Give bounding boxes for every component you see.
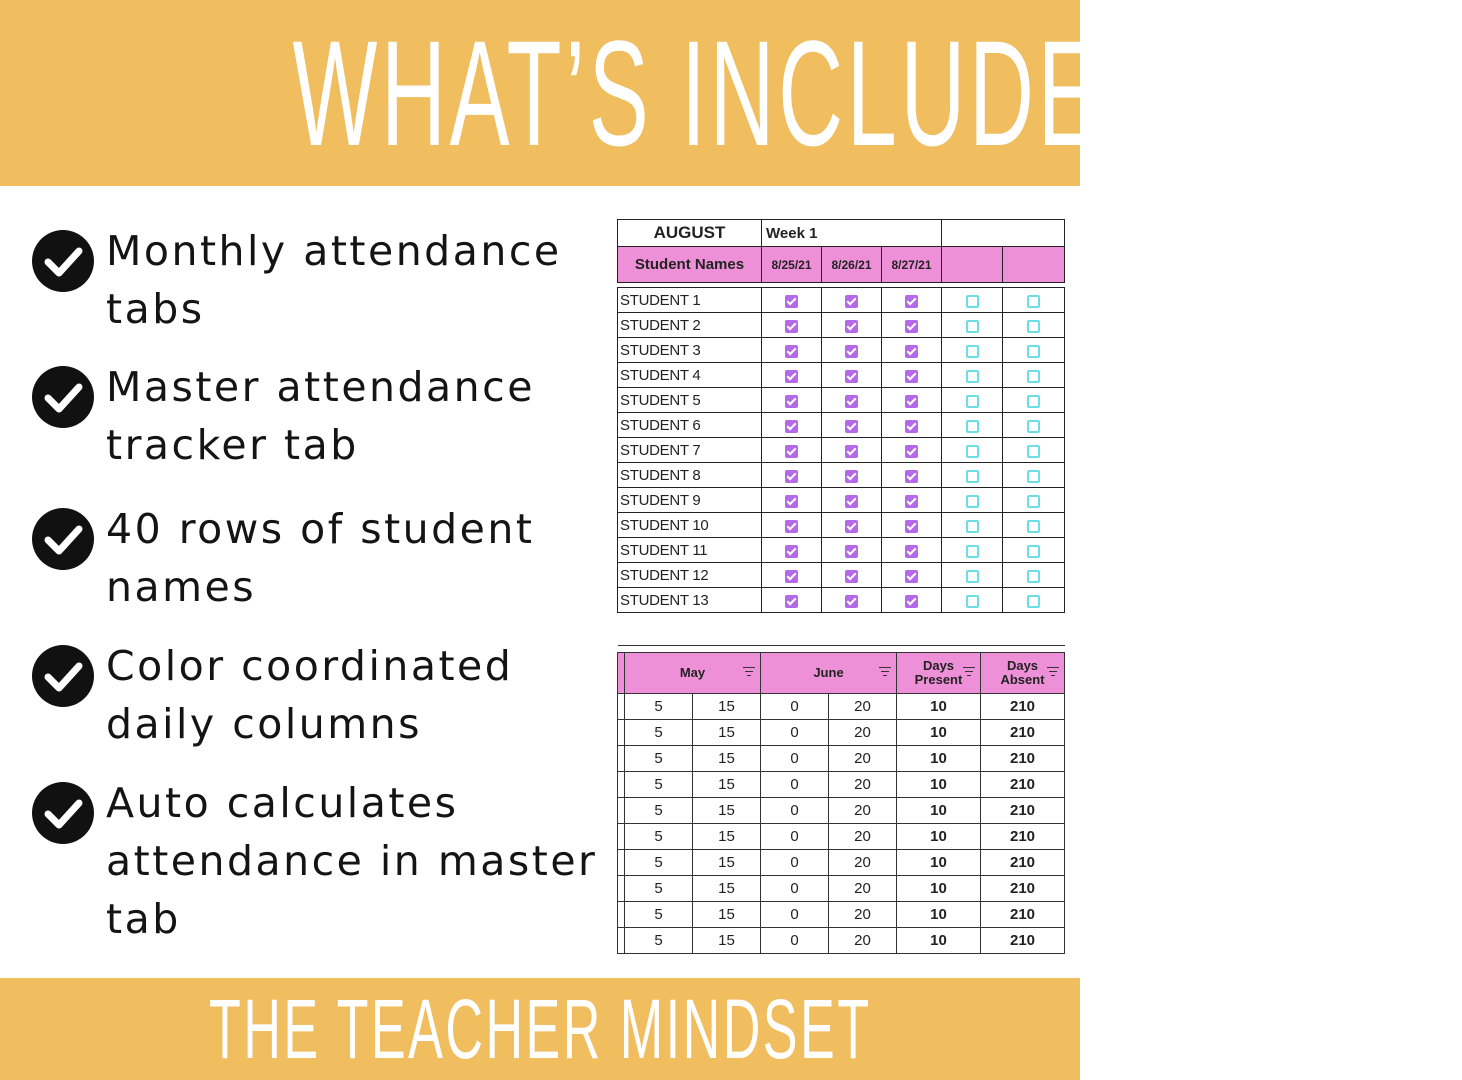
table-cell: 5 xyxy=(625,850,693,876)
attendance-cell xyxy=(942,388,1003,413)
filter-icon[interactable] xyxy=(1047,666,1059,676)
date-header: 8/27/21 xyxy=(882,247,942,283)
attendance-cell xyxy=(822,588,882,613)
attendance-cell xyxy=(942,538,1003,563)
unchecked-checkbox-icon[interactable] xyxy=(966,345,979,358)
unchecked-checkbox-icon[interactable] xyxy=(966,445,979,458)
attendance-cell xyxy=(1003,563,1065,588)
attendance-cell xyxy=(882,338,942,363)
table-cell: 15 xyxy=(693,902,761,928)
table-row xyxy=(618,902,1065,928)
row-edge-cell xyxy=(618,694,625,720)
checked-checkbox-icon[interactable] xyxy=(845,495,858,508)
table-cell: 5 xyxy=(625,746,693,772)
row-edge-cell xyxy=(618,876,625,902)
unchecked-checkbox-icon[interactable] xyxy=(966,520,979,533)
student-name: STUDENT 9 xyxy=(618,488,762,513)
attendance-cell xyxy=(1003,438,1065,463)
checked-checkbox-icon[interactable] xyxy=(785,495,798,508)
unchecked-checkbox-icon[interactable] xyxy=(1027,395,1040,408)
attendance-cell xyxy=(882,288,942,313)
attendance-cell xyxy=(822,513,882,538)
table-cell: 210 xyxy=(981,850,1065,876)
checked-checkbox-icon[interactable] xyxy=(845,395,858,408)
checked-checkbox-icon[interactable] xyxy=(905,445,918,458)
checked-checkbox-icon[interactable] xyxy=(905,520,918,533)
attendance-cell xyxy=(762,313,822,338)
table-cell: 0 xyxy=(761,694,829,720)
attendance-cell xyxy=(762,563,822,588)
attendance-cell xyxy=(942,363,1003,388)
attendance-cell xyxy=(822,438,882,463)
attendance-cell xyxy=(882,438,942,463)
table-row xyxy=(618,772,1065,798)
checked-checkbox-icon[interactable] xyxy=(845,545,858,558)
attendance-cell xyxy=(762,488,822,513)
checked-checkbox-icon[interactable] xyxy=(845,295,858,308)
table-cell: 210 xyxy=(981,720,1065,746)
checked-checkbox-icon[interactable] xyxy=(785,595,798,608)
unchecked-checkbox-icon[interactable] xyxy=(966,370,979,383)
student-name: STUDENT 4 xyxy=(618,363,762,388)
unchecked-checkbox-icon[interactable] xyxy=(966,545,979,558)
attendance-cell xyxy=(1003,363,1065,388)
column-header-label: June xyxy=(813,665,844,680)
table-row xyxy=(618,824,1065,850)
unchecked-checkbox-icon[interactable] xyxy=(1027,345,1040,358)
attendance-cell xyxy=(882,588,942,613)
table-cell: 10 xyxy=(897,746,981,772)
table-cell: 5 xyxy=(625,772,693,798)
table-cell: 210 xyxy=(981,824,1065,850)
check-circle-icon xyxy=(32,366,94,428)
brand-name: THE TEACHER MINDSET xyxy=(208,982,872,1076)
table-row xyxy=(618,746,1065,772)
month-label: AUGUST xyxy=(618,220,762,247)
attendance-cell xyxy=(942,338,1003,363)
table-row xyxy=(618,876,1065,902)
student-row xyxy=(618,388,1065,413)
row-edge-cell xyxy=(618,798,625,824)
checked-checkbox-icon[interactable] xyxy=(905,545,918,558)
checked-checkbox-icon[interactable] xyxy=(845,370,858,383)
unchecked-checkbox-icon[interactable] xyxy=(966,495,979,508)
attendance-cell xyxy=(762,513,822,538)
attendance-cell xyxy=(1003,388,1065,413)
student-row xyxy=(618,363,1065,388)
attendance-cell xyxy=(822,488,882,513)
column-header-label: Days Absent xyxy=(1000,658,1045,687)
row-edge-cell xyxy=(618,850,625,876)
table-cell: 20 xyxy=(829,746,897,772)
table-row xyxy=(618,694,1065,720)
filter-icon[interactable] xyxy=(743,666,755,676)
checked-checkbox-icon[interactable] xyxy=(905,470,918,483)
attendance-cell xyxy=(942,563,1003,588)
attendance-cell xyxy=(942,313,1003,338)
student-name: STUDENT 8 xyxy=(618,463,762,488)
feature-label: Master attendance tracker tab xyxy=(106,363,535,469)
student-row xyxy=(618,588,1065,613)
feature-label: Color coordinated daily columns xyxy=(106,642,514,748)
table-cell: 20 xyxy=(829,928,897,954)
student-row xyxy=(618,463,1065,488)
column-header-label: May xyxy=(679,665,706,680)
checked-checkbox-icon[interactable] xyxy=(845,420,858,433)
checked-checkbox-icon[interactable] xyxy=(845,595,858,608)
table-cell: 5 xyxy=(625,694,693,720)
attendance-cell xyxy=(882,488,942,513)
table-cell: 5 xyxy=(625,876,693,902)
check-circle-icon xyxy=(32,645,94,707)
unchecked-checkbox-icon[interactable] xyxy=(966,395,979,408)
attendance-cell xyxy=(762,413,822,438)
student-name: STUDENT 1 xyxy=(618,288,762,313)
table-cell: 15 xyxy=(693,798,761,824)
week-label: Week 1 xyxy=(762,220,942,247)
student-name: STUDENT 11 xyxy=(618,538,762,563)
sheet-top-line xyxy=(618,646,1065,653)
checked-checkbox-icon[interactable] xyxy=(785,445,798,458)
unchecked-checkbox-icon[interactable] xyxy=(1027,520,1040,533)
column-header xyxy=(761,653,897,694)
checked-checkbox-icon[interactable] xyxy=(905,595,918,608)
checked-checkbox-icon[interactable] xyxy=(785,345,798,358)
attendance-cell xyxy=(822,338,882,363)
filter-icon[interactable] xyxy=(963,666,975,676)
attendance-cell xyxy=(1003,338,1065,363)
table-cell: 210 xyxy=(981,876,1065,902)
table-cell: 210 xyxy=(981,694,1065,720)
row-edge-cell xyxy=(618,746,625,772)
feature-label: 40 rows of student names xyxy=(106,505,535,611)
table-cell: 0 xyxy=(761,824,829,850)
brand-banner xyxy=(0,978,1080,1080)
table-cell: 10 xyxy=(897,720,981,746)
student-row xyxy=(618,338,1065,363)
student-name: STUDENT 2 xyxy=(618,313,762,338)
table-cell: 5 xyxy=(625,798,693,824)
checked-checkbox-icon[interactable] xyxy=(785,320,798,333)
attendance-cell xyxy=(762,463,822,488)
student-names-header: Student Names xyxy=(618,247,762,283)
column-header xyxy=(981,653,1065,694)
table-cell: 0 xyxy=(761,876,829,902)
student-row xyxy=(618,313,1065,338)
attendance-cell xyxy=(942,413,1003,438)
table-cell: 20 xyxy=(829,798,897,824)
attendance-cell xyxy=(822,313,882,338)
table-cell: 15 xyxy=(693,850,761,876)
row-edge-cell xyxy=(618,772,625,798)
checked-checkbox-icon[interactable] xyxy=(785,420,798,433)
attendance-cell xyxy=(882,363,942,388)
table-cell: 10 xyxy=(897,876,981,902)
unchecked-checkbox-icon[interactable] xyxy=(966,470,979,483)
row-edge-cell xyxy=(618,902,625,928)
table-row xyxy=(618,928,1065,954)
header-edge-cell xyxy=(618,653,625,694)
attendance-cell xyxy=(1003,288,1065,313)
unchecked-checkbox-icon[interactable] xyxy=(966,595,979,608)
table-cell: 10 xyxy=(897,850,981,876)
table-cell: 5 xyxy=(625,720,693,746)
student-row xyxy=(618,563,1065,588)
attendance-cell xyxy=(882,313,942,338)
master-attendance-sheet xyxy=(617,645,1064,953)
table-cell: 210 xyxy=(981,772,1065,798)
check-circle-icon xyxy=(32,782,94,844)
table-cell: 20 xyxy=(829,876,897,902)
attendance-cell xyxy=(882,563,942,588)
date-header xyxy=(1003,247,1065,283)
column-header-label: Days Present xyxy=(914,658,963,687)
student-name: STUDENT 3 xyxy=(618,338,762,363)
table-cell: 0 xyxy=(761,902,829,928)
student-name: STUDENT 10 xyxy=(618,513,762,538)
table-cell: 15 xyxy=(693,824,761,850)
checked-checkbox-icon[interactable] xyxy=(905,345,918,358)
checked-checkbox-icon[interactable] xyxy=(905,420,918,433)
unchecked-checkbox-icon[interactable] xyxy=(1027,420,1040,433)
checked-checkbox-icon[interactable] xyxy=(785,395,798,408)
row-edge-cell xyxy=(618,720,625,746)
attendance-cell xyxy=(762,288,822,313)
student-row xyxy=(618,413,1065,438)
table-cell: 0 xyxy=(761,928,829,954)
column-header xyxy=(625,653,761,694)
unchecked-checkbox-icon[interactable] xyxy=(1027,320,1040,333)
attendance-cell xyxy=(822,463,882,488)
attendance-cell xyxy=(942,488,1003,513)
table-cell: 10 xyxy=(897,824,981,850)
checked-checkbox-icon[interactable] xyxy=(845,520,858,533)
table-cell: 15 xyxy=(693,746,761,772)
unchecked-checkbox-icon[interactable] xyxy=(1027,595,1040,608)
attendance-cell xyxy=(762,338,822,363)
attendance-cell xyxy=(882,463,942,488)
unchecked-checkbox-icon[interactable] xyxy=(1027,370,1040,383)
page-title: WHAT’S INCLUDED xyxy=(292,9,1170,177)
checked-checkbox-icon[interactable] xyxy=(845,470,858,483)
attendance-cell xyxy=(822,288,882,313)
row-edge-cell xyxy=(618,824,625,850)
attendance-cell xyxy=(762,363,822,388)
date-header: 8/26/21 xyxy=(822,247,882,283)
table-cell: 10 xyxy=(897,902,981,928)
student-name: STUDENT 13 xyxy=(618,588,762,613)
checked-checkbox-icon[interactable] xyxy=(905,395,918,408)
table-cell: 0 xyxy=(761,850,829,876)
attendance-cell xyxy=(1003,488,1065,513)
table-cell: 15 xyxy=(693,928,761,954)
empty-cell xyxy=(942,220,1065,247)
table-cell: 20 xyxy=(829,824,897,850)
table-cell: 210 xyxy=(981,928,1065,954)
attendance-cell xyxy=(1003,413,1065,438)
attendance-cell xyxy=(822,538,882,563)
monthly-attendance-sheet xyxy=(617,219,1064,618)
row-edge-cell xyxy=(618,928,625,954)
unchecked-checkbox-icon[interactable] xyxy=(966,420,979,433)
attendance-cell xyxy=(882,388,942,413)
table-cell: 5 xyxy=(625,928,693,954)
attendance-cell xyxy=(882,513,942,538)
student-name: STUDENT 7 xyxy=(618,438,762,463)
student-name: STUDENT 12 xyxy=(618,563,762,588)
attendance-cell xyxy=(822,413,882,438)
attendance-cell xyxy=(822,363,882,388)
attendance-cell xyxy=(942,288,1003,313)
table-cell: 0 xyxy=(761,772,829,798)
attendance-cell xyxy=(1003,588,1065,613)
attendance-cell xyxy=(942,588,1003,613)
student-row xyxy=(618,438,1065,463)
student-row xyxy=(618,513,1065,538)
unchecked-checkbox-icon[interactable] xyxy=(1027,445,1040,458)
checked-checkbox-icon[interactable] xyxy=(905,320,918,333)
date-header xyxy=(942,247,1003,283)
checked-checkbox-icon[interactable] xyxy=(785,545,798,558)
table-cell: 10 xyxy=(897,694,981,720)
unchecked-checkbox-icon[interactable] xyxy=(1027,545,1040,558)
table-cell: 15 xyxy=(693,720,761,746)
attendance-cell xyxy=(822,388,882,413)
column-header xyxy=(897,653,981,694)
checked-checkbox-icon[interactable] xyxy=(785,370,798,383)
student-row xyxy=(618,538,1065,563)
checked-checkbox-icon[interactable] xyxy=(845,570,858,583)
checked-checkbox-icon[interactable] xyxy=(845,345,858,358)
attendance-cell xyxy=(942,513,1003,538)
table-row xyxy=(618,720,1065,746)
table-cell: 15 xyxy=(693,772,761,798)
checked-checkbox-icon[interactable] xyxy=(905,570,918,583)
checked-checkbox-icon[interactable] xyxy=(785,570,798,583)
attendance-cell xyxy=(762,538,822,563)
filter-icon[interactable] xyxy=(879,666,891,676)
table-cell: 10 xyxy=(897,772,981,798)
feature-label: Auto calculates attendance in master tab xyxy=(106,779,598,943)
table-cell: 20 xyxy=(829,772,897,798)
table-cell: 5 xyxy=(625,902,693,928)
table-cell: 0 xyxy=(761,798,829,824)
student-name: STUDENT 5 xyxy=(618,388,762,413)
unchecked-checkbox-icon[interactable] xyxy=(966,295,979,308)
attendance-cell xyxy=(822,563,882,588)
checked-checkbox-icon[interactable] xyxy=(845,320,858,333)
unchecked-checkbox-icon[interactable] xyxy=(1027,470,1040,483)
attendance-cell xyxy=(1003,313,1065,338)
attendance-cell xyxy=(882,538,942,563)
checked-checkbox-icon[interactable] xyxy=(905,295,918,308)
table-cell: 5 xyxy=(625,824,693,850)
table-cell: 20 xyxy=(829,720,897,746)
attendance-cell xyxy=(762,588,822,613)
table-cell: 210 xyxy=(981,902,1065,928)
date-header: 8/25/21 xyxy=(762,247,822,283)
checked-checkbox-icon[interactable] xyxy=(905,495,918,508)
unchecked-checkbox-icon[interactable] xyxy=(966,320,979,333)
table-cell: 20 xyxy=(829,902,897,928)
student-row xyxy=(618,488,1065,513)
table-cell: 20 xyxy=(829,694,897,720)
table-cell: 0 xyxy=(761,746,829,772)
checked-checkbox-icon[interactable] xyxy=(905,370,918,383)
unchecked-checkbox-icon[interactable] xyxy=(966,570,979,583)
title-banner xyxy=(0,0,1170,186)
attendance-cell xyxy=(1003,513,1065,538)
checked-checkbox-icon[interactable] xyxy=(845,445,858,458)
attendance-cell xyxy=(1003,538,1065,563)
unchecked-checkbox-icon[interactable] xyxy=(1027,295,1040,308)
table-cell: 15 xyxy=(693,876,761,902)
student-name: STUDENT 6 xyxy=(618,413,762,438)
table-cell: 0 xyxy=(761,720,829,746)
student-row xyxy=(618,288,1065,313)
attendance-cell xyxy=(942,438,1003,463)
check-circle-icon xyxy=(32,230,94,292)
feature-label: Monthly attendance tabs xyxy=(106,227,562,333)
table-cell: 10 xyxy=(897,798,981,824)
checked-checkbox-icon[interactable] xyxy=(785,520,798,533)
attendance-cell xyxy=(882,413,942,438)
table-cell: 15 xyxy=(693,694,761,720)
table-cell: 10 xyxy=(897,928,981,954)
attendance-cell xyxy=(762,388,822,413)
table-cell: 210 xyxy=(981,798,1065,824)
checked-checkbox-icon[interactable] xyxy=(785,470,798,483)
check-circle-icon xyxy=(32,508,94,570)
attendance-cell xyxy=(1003,463,1065,488)
attendance-cell xyxy=(762,438,822,463)
table-row xyxy=(618,798,1065,824)
checked-checkbox-icon[interactable] xyxy=(785,295,798,308)
table-cell: 210 xyxy=(981,746,1065,772)
unchecked-checkbox-icon[interactable] xyxy=(1027,495,1040,508)
unchecked-checkbox-icon[interactable] xyxy=(1027,570,1040,583)
table-row xyxy=(618,850,1065,876)
table-cell: 20 xyxy=(829,850,897,876)
attendance-cell xyxy=(942,463,1003,488)
